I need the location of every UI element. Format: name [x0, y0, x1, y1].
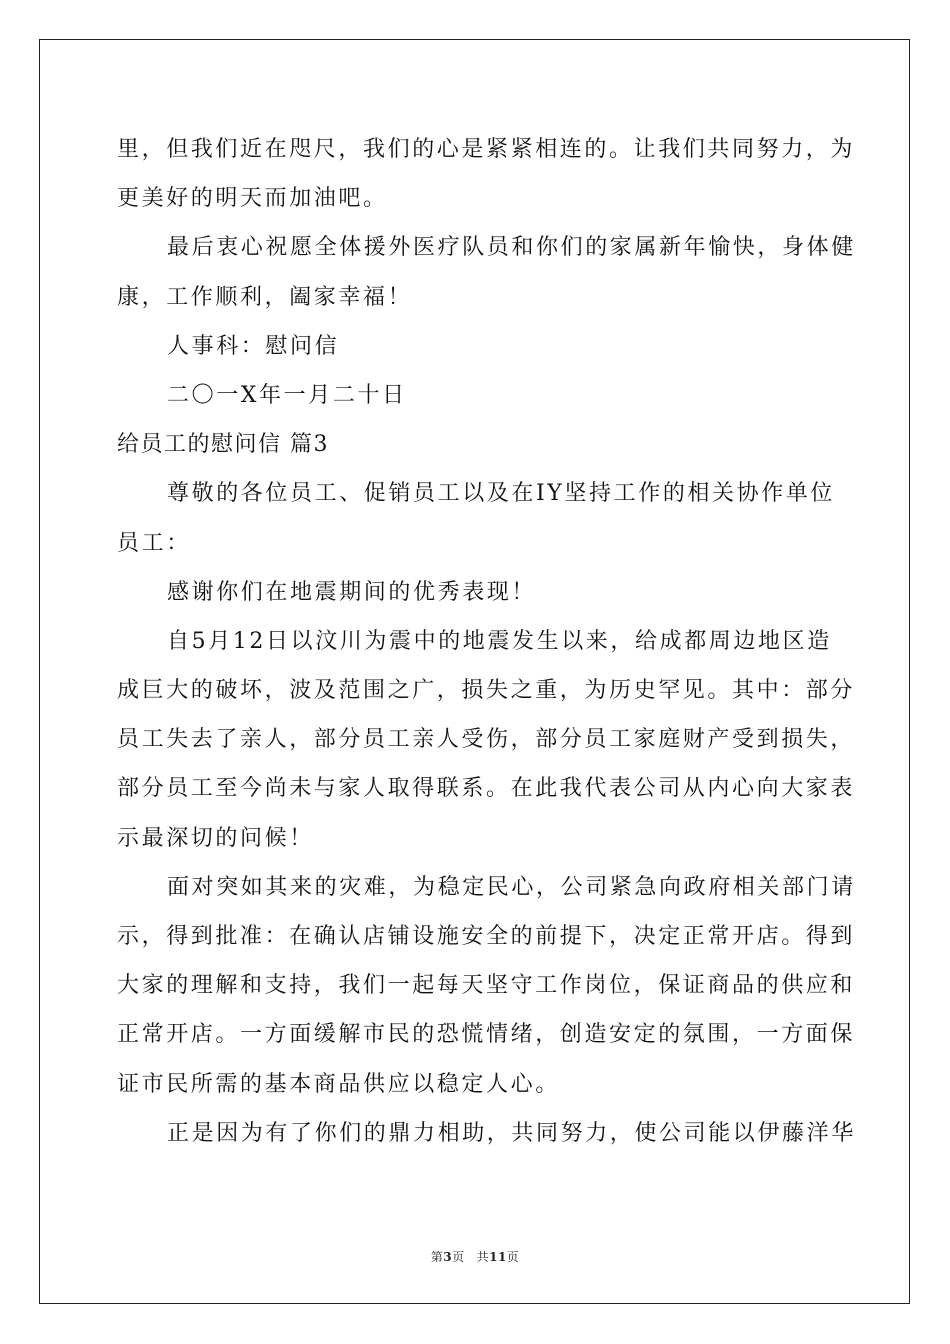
total-pages: 11	[489, 1250, 507, 1264]
text-line: 正是因为有了你们的鼎力相助，共同努力，使公司能以伊藤洋华	[167, 1120, 856, 1146]
text-line: 里，但我们近在咫尺，我们的心是紧紧相连的。让我们共同努力，为	[117, 137, 856, 162]
paragraph	[117, 863, 856, 1109]
total-prefix: 共	[476, 1250, 490, 1264]
page-number: 3	[443, 1250, 453, 1264]
paragraph	[117, 469, 837, 567]
paragraph	[117, 617, 856, 863]
paragraph	[117, 223, 856, 321]
page-prefix: 第	[430, 1250, 444, 1264]
total-suffix: 页	[506, 1250, 520, 1264]
text-line: 员工：	[117, 530, 191, 556]
text-line: 感谢你们在地震期间的优秀表现！	[167, 579, 537, 605]
paragraph	[117, 125, 856, 223]
text-line: 示，得到批准：在确认店铺设施安全的前提下，决定正常开店。得到	[117, 924, 856, 949]
text-line: 示最深切的问候！	[117, 825, 314, 851]
paragraph	[117, 1109, 856, 1158]
text-line: 给员工的慰问信 篇3	[117, 432, 329, 458]
paragraph	[117, 568, 837, 617]
text-line: 人事科：慰问信	[167, 333, 340, 359]
text-line: 大家的理解和支持，我们一起每天坚守工作岗位，保证商品的供应和	[117, 973, 856, 999]
page-footer	[0, 1248, 950, 1265]
text-line: 正常开店。一方面缓解市民的恐慌情绪，创造安定的氛围，一方面保	[117, 1022, 856, 1048]
text-line: 证市民所需的基本商品供应以稳定人心。	[117, 1071, 560, 1097]
text-line: 面对突如其来的灾难，为稳定民心，公司紧急向政府相关部门请	[167, 874, 856, 900]
text-line: 二〇一X年一月二十日	[167, 382, 407, 408]
text-line: 康，工作顺利，阖家幸福！	[117, 284, 413, 310]
text-line: 更美好的明天而加油吧。	[117, 186, 388, 212]
text-line: 部分员工至今尚未与家人取得联系。在此我代表公司从内心向大家表	[117, 776, 856, 802]
text-line: 尊敬的各位员工、促销员工以及在IY坚持工作的相关协作单位	[167, 481, 836, 507]
text-line: 员工失去了亲人，部分员工亲人受伤，部分员工家庭财产受到损失，	[117, 727, 856, 753]
section-heading	[117, 420, 837, 469]
text-line: 最后衷心祝愿全体援外医疗队员和你们的家属新年愉快，身体健	[167, 235, 856, 261]
text-line: 自5月12日以汶川为震中的地震发生以来，给成都周边地区造	[167, 628, 832, 654]
paragraph	[117, 371, 837, 420]
document-body	[117, 125, 856, 1158]
paragraph	[117, 322, 837, 371]
text-line: 成巨大的破坏，波及范围之广，损失之重，为历史罕见。其中：部分	[117, 678, 856, 704]
page-suffix: 页	[452, 1250, 465, 1264]
